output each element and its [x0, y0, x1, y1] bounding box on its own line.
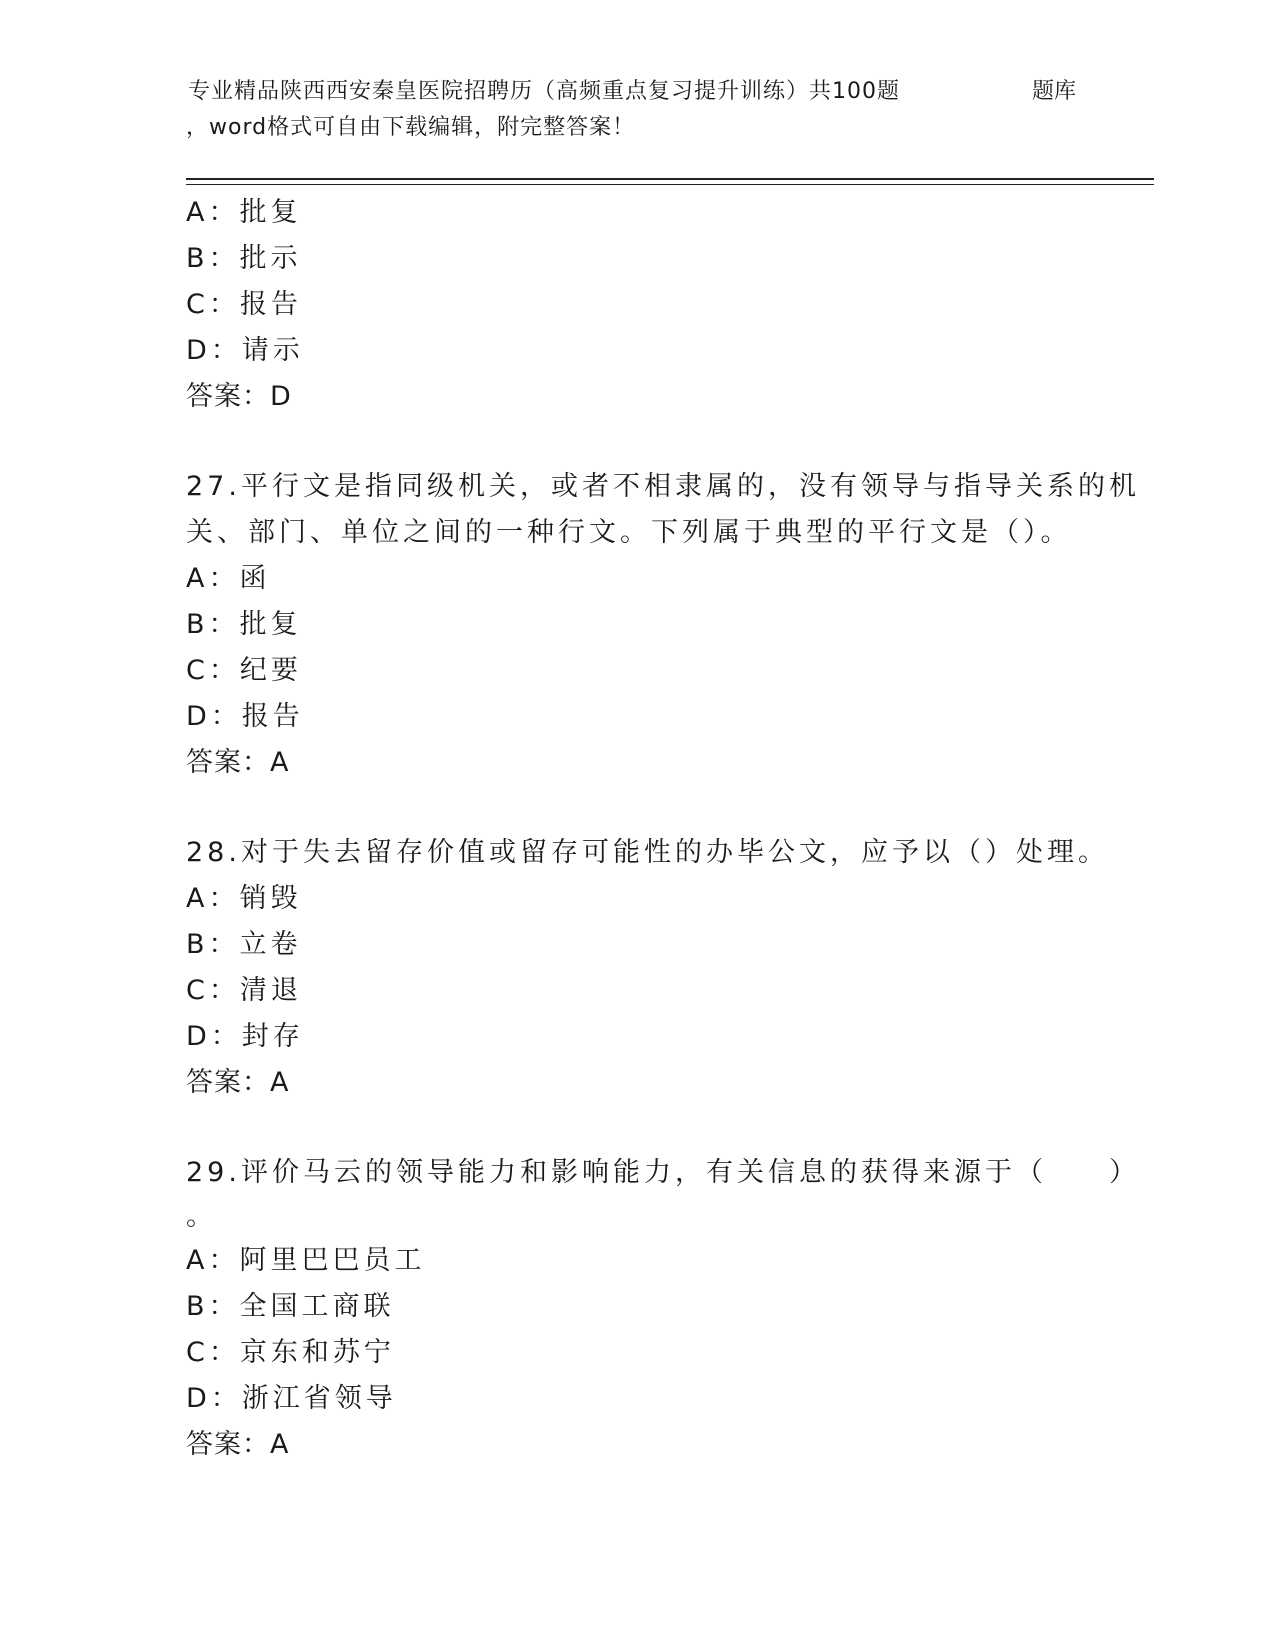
option-d: D：浙江省领导	[186, 1383, 397, 1414]
option-c: C：京东和苏宁	[186, 1337, 395, 1368]
question-28	[186, 830, 1109, 1106]
question-29	[186, 1150, 1140, 1468]
option-b: B：立卷	[186, 929, 302, 960]
option-d: D：报告	[186, 701, 304, 732]
question-27	[186, 464, 1140, 786]
question-text-line: 28.对于失去留存价值或留存可能性的办毕公文，应予以（）处理。	[186, 837, 1109, 868]
header-title: 专业精品陕西西安秦皇医院招聘历（高频重点复习提升训练）共100题	[188, 79, 900, 104]
answer: 答案：A	[186, 1429, 290, 1460]
spacer	[186, 786, 1086, 830]
option-c: C：纪要	[186, 655, 302, 686]
header-subtitle: ，word格式可自由下载编辑，附完整答案！	[186, 115, 636, 140]
spacer	[186, 420, 1086, 464]
option-a: A：阿里巴巴员工	[186, 1245, 426, 1276]
option-b: B：批示	[186, 243, 302, 274]
document-body	[186, 190, 1140, 1468]
question-text-line: 。	[186, 1201, 217, 1232]
answer: 答案：A	[186, 1067, 290, 1098]
question-26-tail	[186, 190, 1086, 420]
answer: 答案：A	[186, 747, 290, 778]
option-c: C：清退	[186, 975, 302, 1006]
question-text-line: 29.评价马云的领导能力和影响能力，有关信息的获得来源于（ ）	[186, 1157, 1140, 1188]
question-text-line: 关、部门、单位之间的一种行文。下列属于典型的平行文是（）。	[186, 517, 1072, 548]
option-b: B：全国工商联	[186, 1291, 395, 1322]
header-tag: 题库	[1032, 79, 1077, 104]
option-a: A：批复	[186, 197, 302, 228]
option-a: A：销毁	[186, 883, 302, 914]
option-b: B：批复	[186, 609, 302, 640]
option-d: D：封存	[186, 1021, 304, 1052]
spacer	[186, 1106, 1086, 1150]
page-header	[0, 0, 1275, 190]
option-c: C：报告	[186, 289, 302, 320]
header-rule-thin	[186, 184, 1154, 185]
option-a: A：函	[186, 563, 271, 594]
header-rule-thick	[186, 178, 1154, 180]
answer: 答案：D	[186, 381, 292, 412]
question-text-line: 27.平行文是指同级机关，或者不相隶属的，没有领导与指导关系的机	[186, 471, 1140, 502]
option-d: D：请示	[186, 335, 304, 366]
